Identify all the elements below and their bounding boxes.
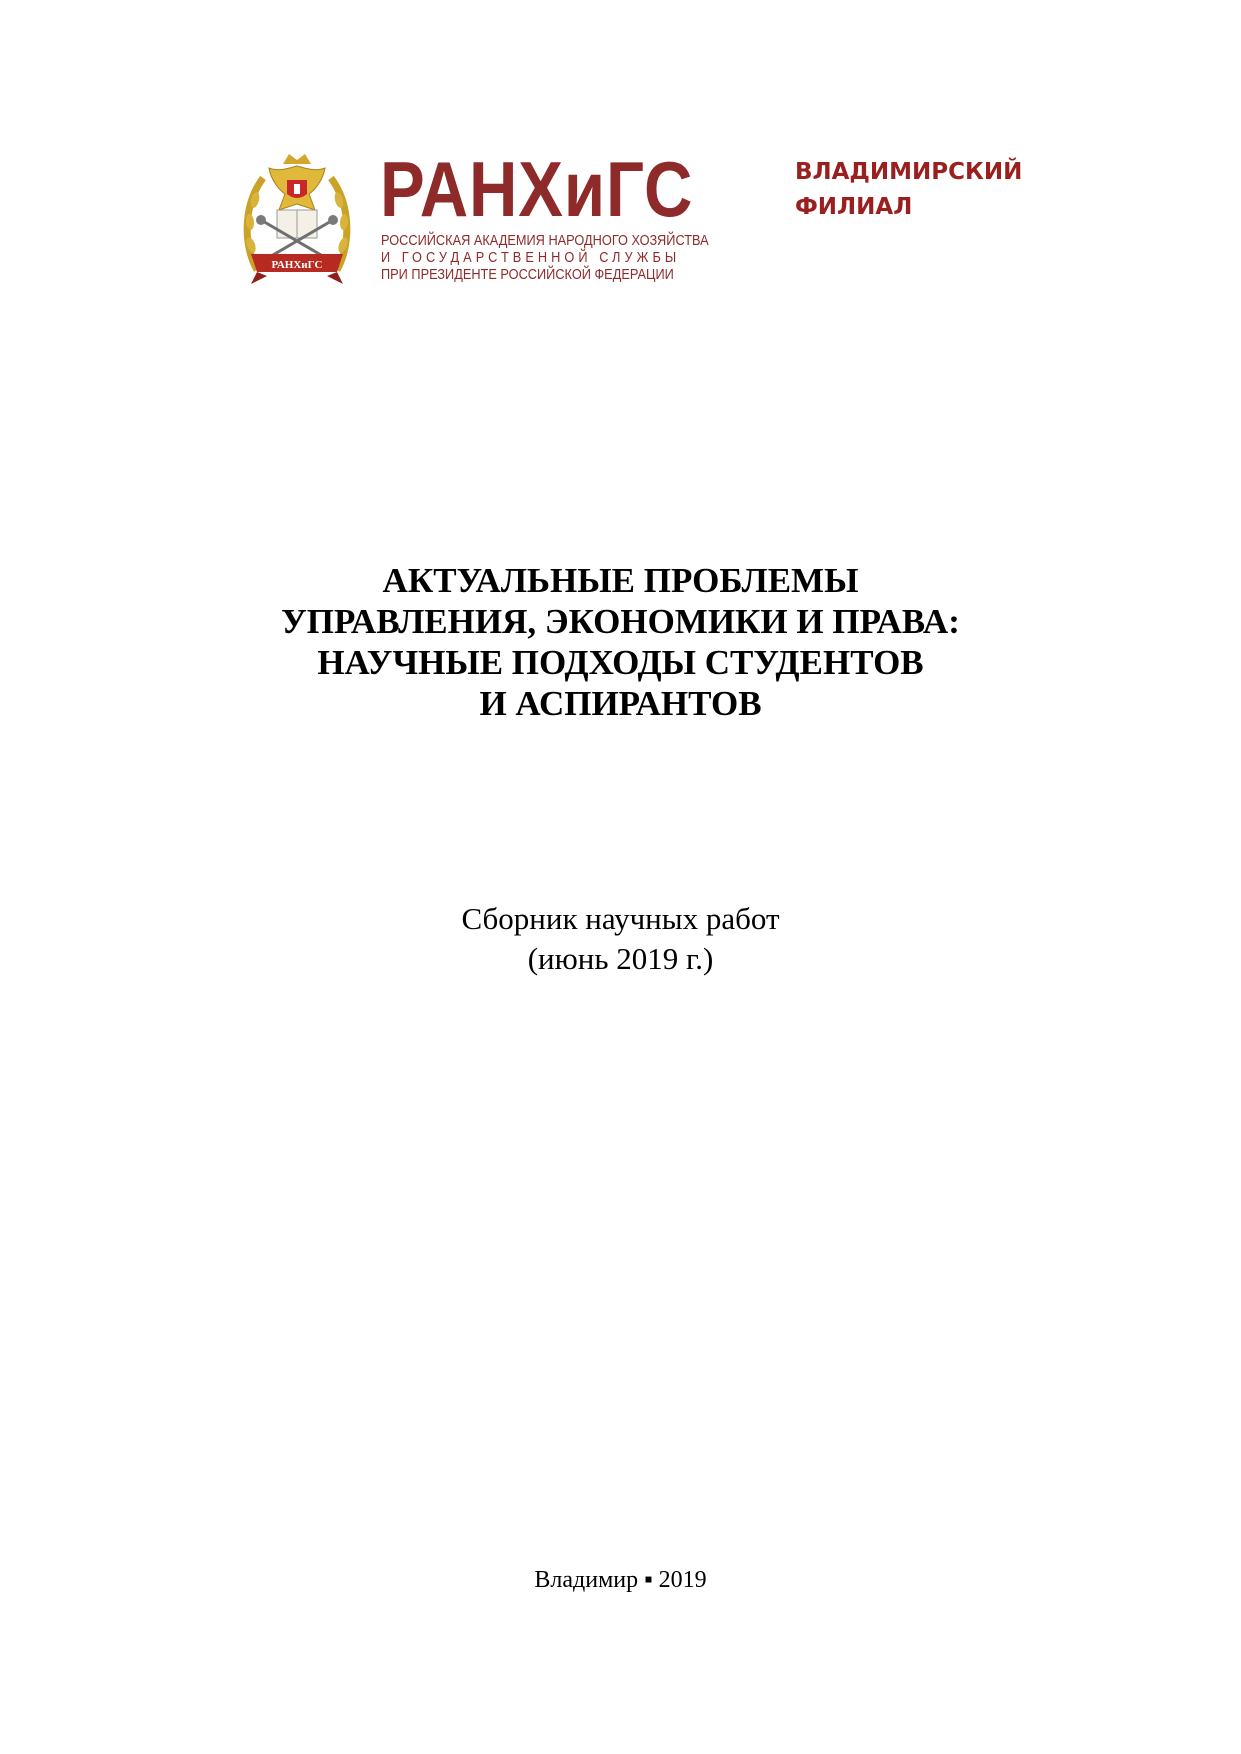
publication-place-year: Владимир ▪ 2019 bbox=[534, 1567, 707, 1593]
title-line-1: АКТУАЛЬНЫЕ ПРОБЛЕМЫ bbox=[382, 561, 859, 600]
branch-name bbox=[795, 155, 1022, 225]
logo-wordmark: РАНХиГС bbox=[380, 145, 694, 233]
subtitle-line-2: (июнь 2019 г.) bbox=[527, 941, 714, 976]
logo-subline-1: РОССИЙСКАЯ АКАДЕМИЯ НАРОДНОГО ХОЗЯЙСТВА bbox=[381, 233, 709, 249]
ranepa-emblem-icon bbox=[243, 150, 351, 290]
title-line-4: И АСПИРАНТОВ bbox=[479, 684, 762, 723]
title-line-3: НАУЧНЫЕ ПОДХОДЫ СТУДЕНТОВ bbox=[317, 643, 924, 682]
logo-subline-2: И ГОСУДАРСТВЕННОЙ СЛУЖБЫ bbox=[381, 250, 681, 266]
emblem-ribbon-label: РАНХиГС bbox=[271, 259, 323, 271]
document-title bbox=[0, 560, 1241, 724]
title-line-2: УПРАВЛЕНИЯ, ЭКОНОМИКИ И ПРАВА: bbox=[281, 602, 960, 641]
header bbox=[0, 0, 1241, 300]
logo-subline-3: ПРИ ПРЕЗИДЕНТЕ РОССИЙСКОЙ ФЕДЕРАЦИИ bbox=[381, 267, 674, 283]
subtitle-line-1: Сборник научных работ bbox=[461, 901, 780, 936]
branch-line-2: ФИЛИАЛ bbox=[795, 194, 913, 220]
document-subtitle bbox=[0, 899, 1241, 979]
branch-line-1: ВЛАДИМИРСКИЙ bbox=[795, 159, 1023, 185]
